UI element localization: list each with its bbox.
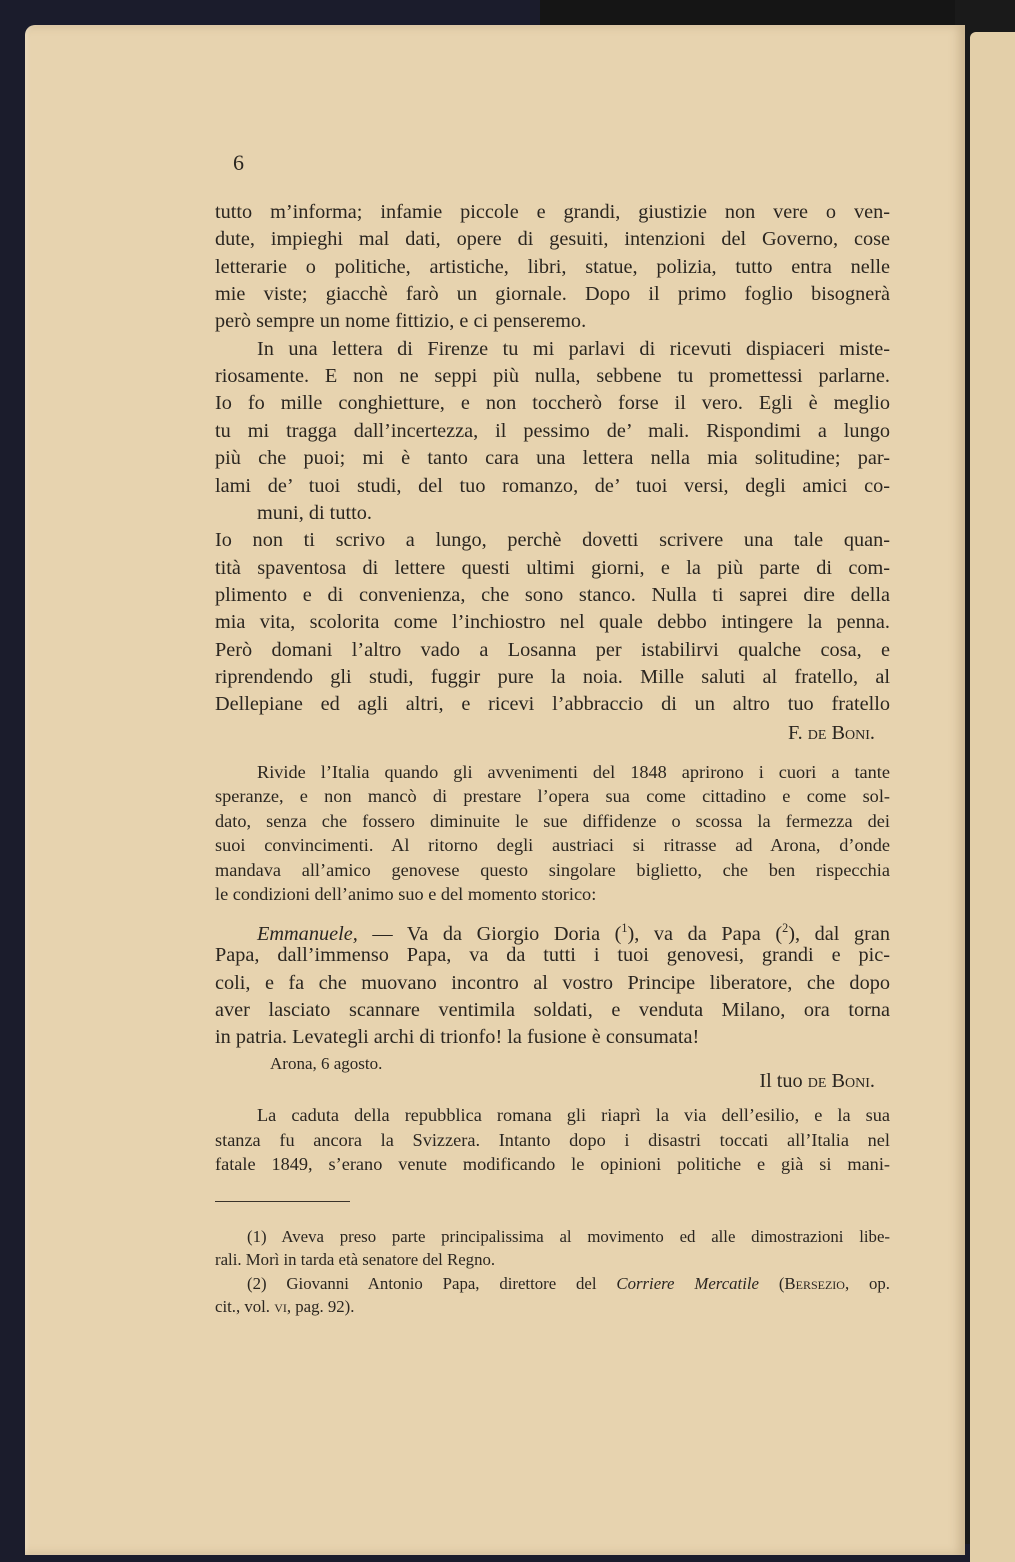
text-line: Io fo mille conghietture, e non toccherò forse il vero. Egli è meglio [215, 392, 890, 415]
text-line: tità spaventosa di lettere questi ultimi giorni, e la più parte di com- [215, 556, 890, 579]
text-segment: ), va da Papa ( [627, 922, 783, 945]
text-segment: F. [787, 722, 808, 744]
text-segment: ( [758, 1273, 785, 1293]
text-segment: , op. [844, 1273, 890, 1293]
text-line: coli, e fa che muovano incontro al vostro Principe liberatore, che dopo [215, 971, 890, 994]
text-line: speranze, e non mancò di prestare l’opera sua come cittadino e come sol- [215, 786, 890, 807]
text-line: però sempre un nome fittizio, e ci penseremo. [215, 310, 587, 333]
text-line: stanza fu ancora la Svizzera. Intanto dopo i disastri toccati all’Italia nel [215, 1129, 890, 1150]
footnote-line: (1) Aveva preso parte principalissima al movimento ed alle dimostrazioni libe- [247, 1227, 890, 1246]
italic-text: Emmanuele, [257, 922, 358, 945]
small-caps-text: de [807, 722, 827, 744]
small-caps-text: Bersezio [784, 1273, 845, 1293]
text-line: più che puoi; mi è tanto cara una lettera nella mia solitudine; par- [215, 447, 890, 470]
adjacent-page-edge [970, 32, 1015, 1562]
text-segment: Il tuo [759, 1070, 808, 1092]
italic-text: Corriere Mercatile [616, 1273, 759, 1293]
text-line: tu mi tragga dall’incertezza, il pessimo de’ mali. Rispondimi a lungo [215, 419, 890, 442]
text-line: Papa, dall’immenso Papa, va da tutti i tuoi genovesi, grandi e pic- [215, 944, 890, 967]
small-caps-text: de [807, 1070, 827, 1092]
text-line: fatale 1849, s’erano venute modificando le opinioni politiche e già si mani- [215, 1154, 890, 1174]
footnote-line [215, 1296, 890, 1318]
small-caps-text: Boni. [831, 1070, 875, 1092]
text-segment: (2) Giovanni Antonio Papa, direttore del [247, 1273, 617, 1293]
text-segment: , pag. 92). [286, 1297, 355, 1317]
signature [759, 1070, 875, 1093]
text-line: mie viste; giacchè farò un giornale. Dopo il primo foglio bisognerà [215, 283, 890, 306]
text-line: dute, impieghi mal dati, opere di gesuiti, intenzioni del Governo, cose [215, 228, 890, 251]
text-line: muni, di tutto. [257, 501, 372, 524]
text-segment: — Va da Giorgio Doria ( [357, 922, 622, 945]
text-line: letterarie o politiche, artistiche, libri, statue, polizia, tutto entra nelle [215, 255, 890, 278]
text-line: dato, senza che fossero diminuite le sue diffidenze o scossa la fermezza dei [215, 810, 890, 831]
text-line: suoi convincimenti. Al ritorno degli austriaci si ritrasse ad Arona, d’onde [215, 835, 890, 856]
text-line: In una lettera di Firenze tu mi parlavi di ricevuti dispiaceri miste- [257, 337, 890, 360]
small-caps-text: Boni. [831, 722, 875, 744]
text-line: in patria. Levategli archi di trionfo! la fusione è consumata! [215, 1026, 700, 1049]
letter-date: Arona, 6 agosto. [270, 1054, 383, 1073]
text-line: lami de’ tuoi studi, del tuo romanzo, de’ tuoi versi, degli amici co- [215, 474, 890, 497]
text-line: mia vita, scolorita come l’inchiostro nel quale debbo intingere la penna. [215, 611, 890, 634]
text-line: plimento e di convenienza, che sono stanco. Nulla ti saprei dire della [215, 583, 890, 606]
text-line: mandava all’amico genovese questo singolare biglietto, che ben rispecchia [215, 859, 890, 880]
text-line: La caduta della repubblica romana gli riaprì la via dell’esilio, e la sua [257, 1105, 890, 1125]
small-caps-text: vi [274, 1297, 287, 1317]
footnote-ref: 2 [782, 921, 789, 935]
signature [788, 722, 875, 745]
text-line: Rivide l’Italia quando gli avvenimenti del 1848 aprirono i cuori a tante [257, 762, 890, 782]
text-segment: cit., vol. [215, 1297, 275, 1317]
text-segment: ), dal gran [788, 922, 890, 945]
footnote-ref: 1 [621, 921, 628, 935]
text-line: Io non ti scrivo a lungo, perchè dovetti scrivere una tale quan- [215, 529, 890, 552]
text-line: riosamente. E non ne seppi più nulla, sebbene tu promettessi parlarne. [215, 365, 890, 388]
text-line: riprendendo gli studi, fuggir pure la noia. Mille saluti al fratello, al [215, 665, 890, 688]
footnote-line [247, 1273, 890, 1295]
footnote-line: rali. Morì in tarda età senatore del Regno. [215, 1250, 496, 1270]
text-line: Però domani l’altro vado a Losanna per istabilirvi qualche cosa, e [215, 638, 890, 661]
text-line: tutto m’informa; infamie piccole e grandi, giustizie non vere o ven- [215, 201, 890, 223]
text-line: aver lasciato scannare ventimila soldati, e venduta Milano, ora torna [215, 998, 890, 1021]
text-line: le condizioni dell’animo suo e del momento storico: [215, 884, 597, 904]
page-number: 6 [233, 150, 244, 175]
text-line: Dellepiane ed agli altri, e ricevi l’abbraccio di un altro tuo fratello [215, 693, 890, 716]
footnote-rule [215, 1201, 350, 1202]
